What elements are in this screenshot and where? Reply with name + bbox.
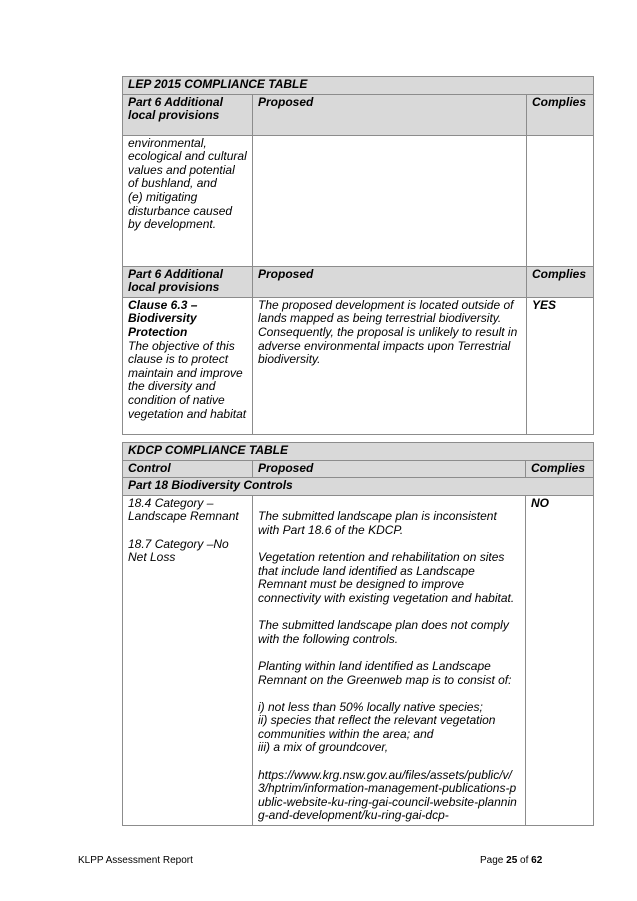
lep-col-complies: Complies <box>527 94 594 135</box>
lep-row2-provision <box>123 297 253 434</box>
lep-col-provision-repeat: Part 6 Additional local provisions <box>123 266 253 297</box>
lep-col-proposed-repeat: Proposed <box>253 266 527 297</box>
lep-row1-complies <box>527 135 594 266</box>
page-total: 62 <box>531 855 543 866</box>
page-current: 25 <box>506 855 518 866</box>
page-prefix: Page <box>480 855 507 866</box>
lep-col-proposed: Proposed <box>253 94 527 135</box>
kdcp-url: https://www.krg.nsw.gov.au/files/assets/public/v/3/hptrim/information-management-publications-public-website-ku-ring-gai-council-website-planning-and-development/ku-ring-gai-dcp- <box>258 767 517 823</box>
kdcp-control-cell <box>123 495 253 825</box>
lep-compliance-table <box>122 76 594 435</box>
kdcp-paragraph-3: The submitted landscape plan does not comply with the following controls. <box>258 618 509 646</box>
footer-page-number <box>480 855 542 866</box>
footer-report-name: KLPP Assessment Report <box>78 855 193 866</box>
page-of: of <box>517 855 532 866</box>
lep-row1-proposed <box>253 135 527 266</box>
kdcp-list-item-1: i) not less than 50% locally native species; <box>258 699 483 714</box>
lep-row2-proposed: The proposed development is located outside of lands mapped as being terrestrial biodiversity. Consequently, the proposal is unlikely to result in adverse environmental impacts upon Terrestrial biodiversity. <box>253 297 527 434</box>
lep-table-title: LEP 2015 COMPLIANCE TABLE <box>123 77 594 95</box>
kdcp-section-heading: Part 18 Biodiversity Controls <box>123 478 594 496</box>
control-no-net-loss: 18.7 Category –No Net Loss <box>128 536 229 565</box>
kdcp-list-item-2: ii) species that reflect the relevant vegetation communities within the area; and <box>258 713 496 741</box>
kdcp-complies-cell: NO <box>526 495 594 825</box>
clause-description: The objective of this clause is to protect maintain and improve the diversity and condition of native vegetation and habitat <box>128 338 247 421</box>
kdcp-paragraph-2: Vegetation retention and rehabilitation on sites that include land identified as Landscape Remnant must be designed to improve connectivity with existing vegetation and habitat. <box>258 550 515 605</box>
clause-heading: Clause 6.3 – Biodiversity Protection <box>128 297 198 339</box>
lep-col-complies-repeat: Complies <box>527 266 594 297</box>
kdcp-table-title: KDCP COMPLIANCE TABLE <box>123 443 594 461</box>
kdcp-paragraph-1: The submitted landscape plan is inconsistent with Part 18.6 of the KDCP. <box>258 509 497 537</box>
kdcp-col-complies: Complies <box>526 460 594 478</box>
lep-row2-complies: YES <box>527 297 594 434</box>
kdcp-proposed-cell <box>253 495 526 825</box>
kdcp-compliance-table <box>122 442 594 826</box>
kdcp-col-control: Control <box>123 460 253 478</box>
control-landscape-remnant: 18.4 Category – Landscape Remnant <box>128 495 239 524</box>
lep-col-provision: Part 6 Additional local provisions <box>123 94 253 135</box>
lep-row1-provision: environmental, ecological and cultural values and potential of bushland, and (e) mitigating disturbance caused by development. <box>123 135 253 266</box>
kdcp-paragraph-4: Planting within land identified as Landscape Remnant on the Greenweb map is to consist of: <box>258 658 512 687</box>
kdcp-list-item-3: iii) a mix of groundcover, <box>258 740 389 755</box>
kdcp-col-proposed: Proposed <box>253 460 526 478</box>
